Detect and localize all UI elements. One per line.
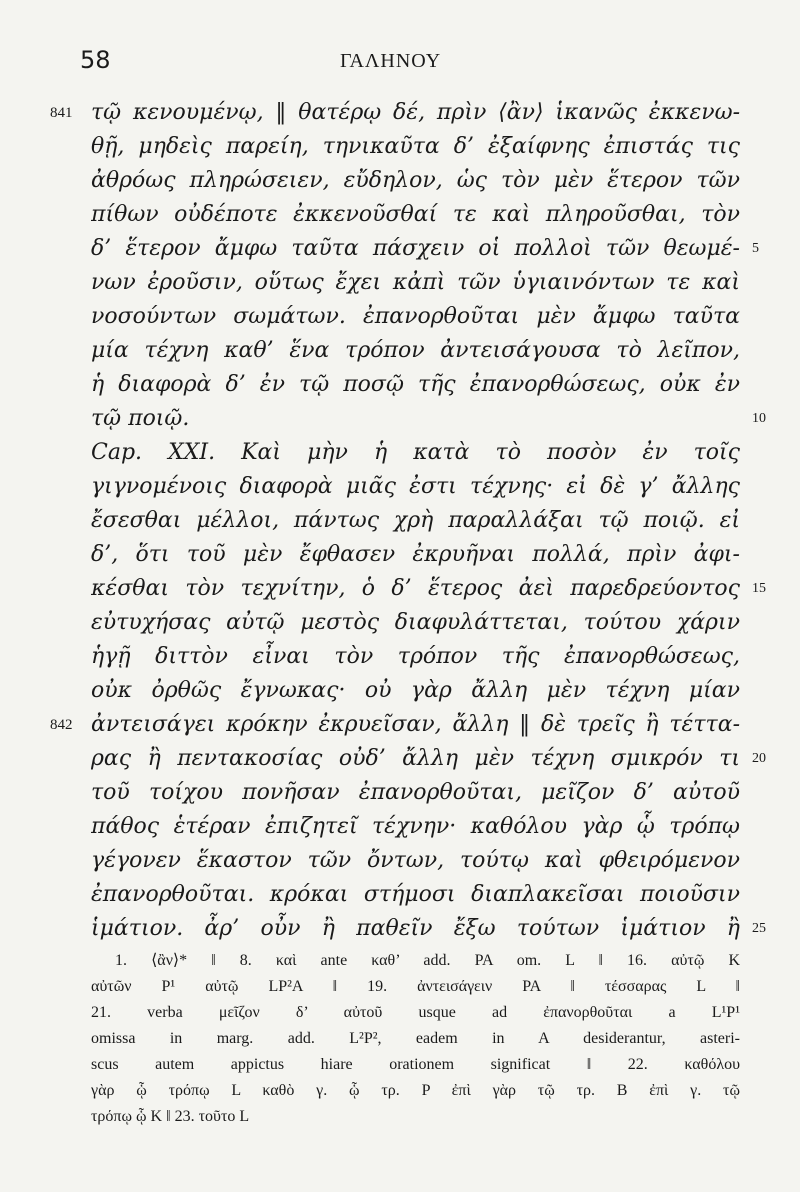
line-text: γέγονεν ἕκαστον τῶν ὄντων, τούτῳ καὶ φθειρόμενον <box>91 848 740 873</box>
page-number: 58 <box>80 46 111 74</box>
line-text: ἡ διαφορὰ δ’ ἐν τῷ ποσῷ τῆς ἐπανορθώσεως, οὐκ ἐν <box>91 372 740 397</box>
text-line <box>0 198 800 232</box>
text-line <box>0 402 800 436</box>
text-line <box>0 572 800 606</box>
text-line <box>0 334 800 368</box>
page-reference-marker: 841 <box>50 105 73 121</box>
text-line <box>0 844 800 878</box>
line-text: νων ἐροῦσιν, οὕτως ἔχει κἀπὶ τῶν ὑγιαινόντων τε καὶ <box>91 270 740 295</box>
line-text: ἐπανορθοῦται. κρόκαι στήμοσι διαπλακεῖσαι ποιοῦσιν <box>91 882 740 907</box>
line-text: τῷ ποιῷ. <box>91 406 190 431</box>
apparatus-line: γὰρ ᾧ τρόπῳ L καθὸ γ. ᾧ τρ. P ἐπὶ γὰρ τῷ τρ. B ἐπὶ γ. τῷ <box>91 1082 740 1099</box>
main-text <box>0 96 800 946</box>
line-number: 10 <box>752 411 766 426</box>
text-line <box>0 606 800 640</box>
line-text: ἀντεισάγει κρόκην ἐκρυεῖσαν, ἄλλη ‖ δὲ τρεῖς ἢ τέττα- <box>91 712 740 737</box>
apparatus-line: omissa in marg. add. L²P², eadem in A desiderantur, asteri- <box>91 1030 740 1047</box>
text-line <box>0 538 800 572</box>
line-text: ἱμάτιον. ἆρ’ οὖν ἢ παθεῖν ἔξω τούτων ἱμάτιον ἢ <box>91 916 740 941</box>
apparatus-line: τρόπῳ ᾧ K ‖ 23. τοῦτο L <box>91 1108 250 1125</box>
text-line <box>0 266 800 300</box>
text-line <box>0 776 800 810</box>
line-text: εὐτυχήσας αὐτῷ μεστὸς διαφυλάττεται, τούτου χάριν <box>91 610 740 635</box>
text-line <box>0 164 800 198</box>
line-text: μία τέχνη καθ’ ἕνα τρόπον ἀντεισάγουσα τὸ λεῖπον, <box>91 338 740 363</box>
line-text: ἔσεσθαι μέλλοι, πάντως χρὴ παραλλάξαι τῷ ποιῷ. εἰ <box>91 508 740 533</box>
line-text: θῇ, μηδεὶς παρείη, τηνικαῦτα δ’ ἐξαίφνης ἐπιστάς τις <box>91 134 740 159</box>
text-line <box>0 708 800 742</box>
apparatus-line: scus autem appictus hiare orationem significat ‖ 22. καθόλου <box>91 1056 740 1073</box>
text-line <box>0 436 800 470</box>
line-number: 20 <box>752 751 766 766</box>
line-text: δ’, ὅτι τοῦ μὲν ἔφθασεν ἐκρυῆναι πολλά, πρὶν ἀφι- <box>91 542 740 567</box>
critical-apparatus <box>91 948 740 1130</box>
line-text: τοῦ τοίχου πονῆσαν ἐπανορθοῦται, μεῖζον δ’ αὐτοῦ <box>91 780 740 805</box>
line-text: ἡγῇ διττὸν εἶναι τὸν τρόπον τῆς ἐπανορθώσεως, <box>91 644 740 669</box>
line-text: ρας ἢ πεντακοσίας οὐδ’ ἄλλη μὲν τέχνη σμικρόν τι <box>91 746 740 771</box>
text-line <box>0 810 800 844</box>
line-text: ἀθρόως πληρώσειεν, εὔδηλον, ὡς τὸν μὲν ἕτερον τῶν <box>91 168 740 193</box>
running-title: ΓΑΛΗΝΟΥ <box>340 50 442 72</box>
text-line <box>0 232 800 266</box>
text-line <box>0 912 800 946</box>
text-line <box>0 640 800 674</box>
line-number: 25 <box>752 921 766 936</box>
line-text: πίθων οὐδέποτε ἐκκενοῦσθαί τε καὶ πληροῦσθαι, τὸν <box>91 202 740 227</box>
line-text: οὐκ ὀρθῶς ἔγνωκας· οὐ γὰρ ἄλλη μὲν τέχνη μίαν <box>91 678 740 703</box>
apparatus-line: αὐτῶν P¹ αὐτῷ LP²A ‖ 19. ἀντεισάγειν PA ‖ τέσσαρας L ‖ <box>91 978 740 995</box>
text-line <box>0 504 800 538</box>
page-header <box>80 46 760 82</box>
apparatus-line: 21. verba μεῖζον δ’ αὐτοῦ usque ad ἐπανορθοῦται a L¹P¹ <box>91 1004 740 1021</box>
line-text: πάθος ἑτέραν ἐπιζητεῖ τέχνην· καθόλου γὰρ ᾧ τρόπῳ <box>91 814 740 839</box>
text-line <box>0 878 800 912</box>
line-text: Cap. XXI. Καὶ μὴν ἡ κατὰ τὸ ποσὸν ἐν τοῖς <box>91 440 740 465</box>
line-text: γιγνομένοις διαφορὰ μιᾶς ἐστι τέχνης· εἰ δὲ γ’ ἄλλης <box>91 474 740 499</box>
text-line <box>0 96 800 130</box>
text-line <box>0 368 800 402</box>
text-line <box>0 742 800 776</box>
text-line <box>0 674 800 708</box>
page-reference-marker: 842 <box>50 717 73 733</box>
line-text: κέσθαι τὸν τεχνίτην, ὁ δ’ ἕτερος ἀεὶ παρεδρεύοντος <box>91 576 740 601</box>
line-number: 5 <box>752 241 759 256</box>
line-text: νοσούντων σωμάτων. ἐπανορθοῦται μὲν ἄμφω ταῦτα <box>91 304 740 329</box>
line-text: δ’ ἕτερον ἄμφω ταῦτα πάσχειν οἱ πολλοὶ τῶν θεωμέ- <box>91 236 740 261</box>
text-line <box>0 130 800 164</box>
apparatus-line: 1. ⟨ἂν⟩* ‖ 8. καὶ ante καθ’ add. PA om. L ‖ 16. αὐτῷ K <box>115 952 740 969</box>
text-line <box>0 300 800 334</box>
text-line <box>0 470 800 504</box>
line-text: τῷ κενουμένῳ, ‖ θατέρῳ δέ, πρὶν ⟨ἂν⟩ ἱκανῶς ἐκκενω- <box>91 100 740 125</box>
line-number: 15 <box>752 581 766 596</box>
